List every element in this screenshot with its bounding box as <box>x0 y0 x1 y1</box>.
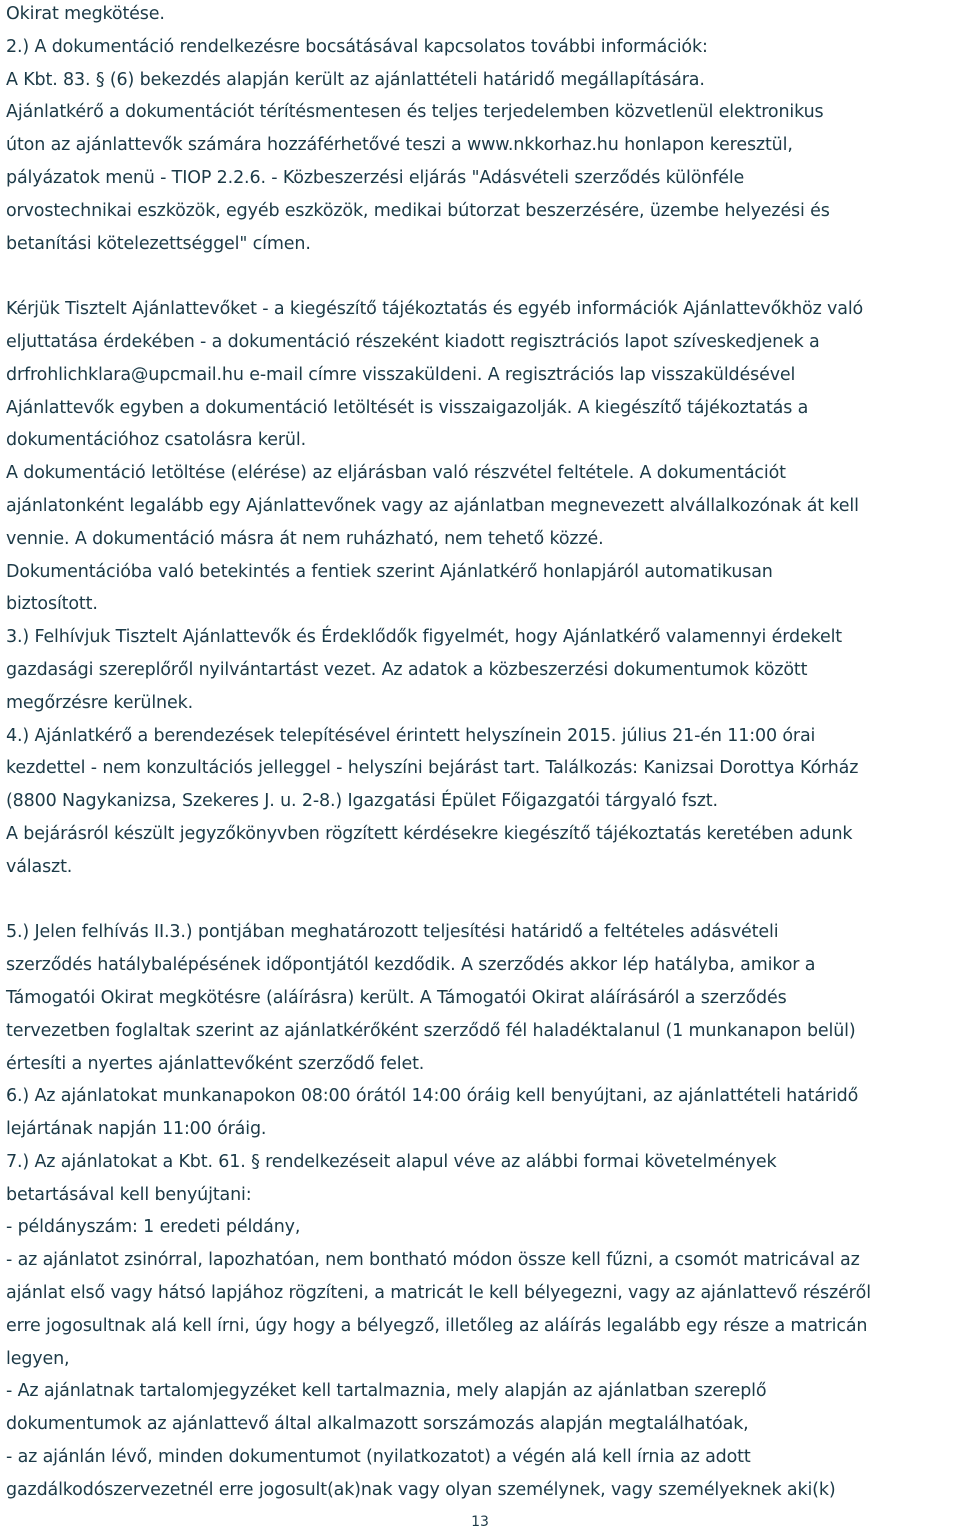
text-line: 3.) Felhívjuk Tisztelt Ajánlattevők és Érdeklődők figyelmét, hogy Ajánlatkérő valamennyi érdekelt <box>6 627 842 648</box>
text-line: vennie. A dokumentáció másra át nem ruházható, nem tehető közzé. <box>6 528 604 549</box>
text-line: orvostechnikai eszközök, egyéb eszközök, medikai bútorzat beszerzésére, üzembe helyezési és <box>6 200 830 221</box>
text-line: tervezetben foglaltak szerint az ajánlatkérőként szerződő fél haladéktalanul (1 munkanapon belül) <box>6 1020 856 1041</box>
text-line: Ajánlatkérő a dokumentációt térítésmentesen és teljes terjedelemben közvetlenül elektronikus <box>6 102 824 123</box>
text-line: eljuttatása érdekében - a dokumentáció részeként kiadott regisztrációs lapot szíveskedjenek a <box>6 331 820 352</box>
text-line: 7.) Az ajánlatokat a Kbt. 61. § rendelkezéseit alapul véve az alábbi formai követelmények <box>6 1151 777 1172</box>
text-line: kezdettel - nem konzultációs jelleggel - helyszíni bejárást tart. Találkozás: Kanizsai Dorottya Kórház <box>6 758 859 779</box>
text-line: - példányszám: 1 eredeti példány, <box>6 1217 301 1238</box>
blank-line <box>6 260 956 293</box>
page-number: 13 <box>471 1514 489 1530</box>
text-line: ajánlatonként legalább egy Ajánlattevőnek vagy az ajánlatban megnevezett alvállalkozónak át kell <box>6 495 859 516</box>
text-line: A dokumentáció letöltése (elérése) az eljárásban való részvétel feltétele. A dokumentációt <box>6 463 786 484</box>
text-line: gazdálkodószervezetnél erre jogosult(ak)nak vagy olyan személynek, vagy személyeknek aki(k) <box>6 1479 836 1500</box>
text-line: értesíti a nyertes ajánlattevőként szerződő felet. <box>6 1053 425 1074</box>
text-line: lejártának napján 11:00 óráig. <box>6 1119 267 1140</box>
text-line: 5.) Jelen felhívás II.3.) pontjában meghatározott teljesítési határidő a feltételes adásvételi <box>6 922 779 943</box>
text-line: A bejárásról készült jegyzőkönyvben rögzített kérdésekre kiegészítő tájékoztatás keretében adunk <box>6 823 853 844</box>
text-line: erre jogosultnak alá kell írni, úgy hogy a bélyegző, illetőleg az aláírás legalább egy része a matricán <box>6 1315 868 1336</box>
text-line: ajánlat első vagy hátsó lapjához rögzíteni, a matricát le kell bélyegezni, vagy az ajánlattevő részéről <box>6 1283 871 1304</box>
text-line: betartásával kell benyújtani: <box>6 1184 252 1205</box>
text-line: szerződés hatálybalépésének időpontjától kezdődik. A szerződés akkor lép hatályba, amikor a <box>6 955 816 976</box>
text-line: 6.) Az ajánlatokat munkanapokon 08:00 órától 14:00 óráig kell benyújtani, az ajánlattételi határidő <box>6 1086 859 1107</box>
text-line: (8800 Nagykanizsa, Szekeres J. u. 2-8.) Igazgatási Épület Főigazgatói tárgyaló fszt. <box>6 791 718 812</box>
text-line: Kérjük Tisztelt Ajánlattevőket - a kiegészítő tájékoztatás és egyéb információk Ajánlattevőkhöz való <box>6 299 864 320</box>
text-line: Támogatói Okirat megkötésre (aláírásra) került. A Támogatói Okirat aláírásáról a szerződés <box>6 987 787 1008</box>
text-line: 2.) A dokumentáció rendelkezésre bocsátásával kapcsolatos további információk: <box>6 36 708 57</box>
text-line: betanítási kötelezettséggel" címen. <box>6 233 311 254</box>
text-line: Ajánlattevők egyben a dokumentáció letöltését is visszaigazolják. A kiegészítő tájékoztatás a <box>6 397 809 418</box>
text-line: választ. <box>6 856 73 877</box>
text-line: megőrzésre kerülnek. <box>6 692 194 713</box>
text-line: dokumentumok az ajánlattevő által alkalmazott sorszámozás alapján megtalálhatóak, <box>6 1414 749 1435</box>
text-line: biztosított. <box>6 594 98 615</box>
text-line: dokumentációhoz csatolásra kerül. <box>6 430 306 451</box>
text-line: - Az ajánlatnak tartalomjegyzéket kell tartalmaznia, mely alapján az ajánlatban szereplő <box>6 1381 767 1402</box>
document-page <box>6 0 956 1507</box>
text-line: 4.) Ajánlatkérő a berendezések telepítésével érintett helyszínein 2015. július 21-én 11:00 órai <box>6 725 816 746</box>
text-line: - az ajánlatot zsinórral, lapozhatóan, nem bontható módon össze kell fűzni, a csomót matricával az <box>6 1250 860 1271</box>
blank-line <box>6 884 956 917</box>
text-line: - az ajánlán lévő, minden dokumentumot (nyilatkozatot) a végén alá kell írnia az adott <box>6 1447 751 1468</box>
text-line: legyen, <box>6 1348 70 1369</box>
text-line: Okirat megkötése. <box>6 4 165 24</box>
text-line: Dokumentációba való betekintés a fentiek szerint Ajánlatkérő honlapjáról automatikusan <box>6 561 773 582</box>
text-line: drfrohlichklara@upcmail.hu e-mail címre visszaküldeni. A regisztrációs lap visszaküldésével <box>6 364 796 385</box>
text-line: úton az ajánlattevők számára hozzáférhetővé teszi a www.nkkorhaz.hu honlapon keresztül, <box>6 135 793 156</box>
text-line: pályázatok menü - TIOP 2.2.6. - Közbeszerzési eljárás "Adásvételi szerződés különféle <box>6 167 745 188</box>
text-line: A Kbt. 83. § (6) bekezdés alapján került az ajánlattételi határidő megállapítására. <box>6 69 705 90</box>
text-line: gazdasági szereplőről nyilvántartást vezet. Az adatok a közbeszerzési dokumentumok között <box>6 659 808 680</box>
